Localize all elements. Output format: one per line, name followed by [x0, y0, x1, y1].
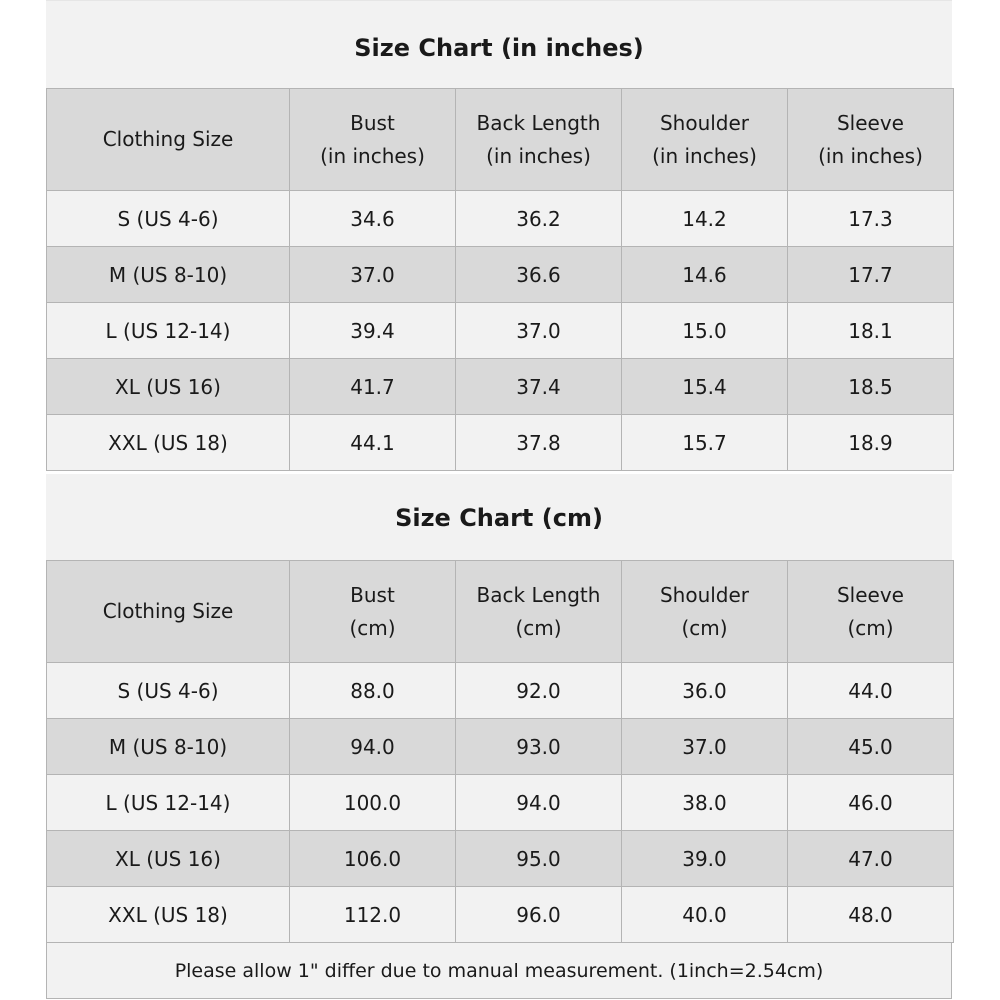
- cm-size-table: [46, 560, 954, 943]
- inches-chart-title: Size Chart (in inches): [46, 0, 952, 88]
- size-cell: L (US 12-14): [47, 775, 290, 831]
- back-length-cell: 96.0: [456, 887, 622, 943]
- bust-cell: 41.7: [290, 359, 456, 415]
- table-row: [47, 247, 954, 303]
- measurement-note: Please allow 1" differ due to manual measurement. (1inch=2.54cm): [46, 943, 952, 999]
- back-length-cell: 36.2: [456, 191, 622, 247]
- sleeve-cell: 48.0: [788, 887, 954, 943]
- shoulder-cell: 38.0: [622, 775, 788, 831]
- size-chart-sheet: [46, 0, 952, 999]
- cm-header-shoulder: Shoulder (cm): [622, 561, 788, 663]
- size-cell: L (US 12-14): [47, 303, 290, 359]
- back-length-cell: 37.4: [456, 359, 622, 415]
- inches-header-back-length: Back Length (in inches): [456, 89, 622, 191]
- inches-header-clothing-size: Clothing Size: [47, 89, 290, 191]
- shoulder-cell: 15.0: [622, 303, 788, 359]
- back-length-cell: 36.6: [456, 247, 622, 303]
- cm-header-sleeve: Sleeve (cm): [788, 561, 954, 663]
- bust-cell: 44.1: [290, 415, 456, 471]
- bust-cell: 34.6: [290, 191, 456, 247]
- back-length-cell: 94.0: [456, 775, 622, 831]
- cm-header-back-length: Back Length (cm): [456, 561, 622, 663]
- size-cell: XL (US 16): [47, 831, 290, 887]
- inches-header-sleeve: Sleeve (in inches): [788, 89, 954, 191]
- bust-cell: 100.0: [290, 775, 456, 831]
- inches-header-bust: Bust (in inches): [290, 89, 456, 191]
- shoulder-cell: 37.0: [622, 719, 788, 775]
- table-row: [47, 831, 954, 887]
- cm-header-bust: Bust (cm): [290, 561, 456, 663]
- bust-cell: 94.0: [290, 719, 456, 775]
- table-row: [47, 775, 954, 831]
- shoulder-cell: 36.0: [622, 663, 788, 719]
- size-cell: M (US 8-10): [47, 719, 290, 775]
- bust-cell: 112.0: [290, 887, 456, 943]
- sleeve-cell: 47.0: [788, 831, 954, 887]
- shoulder-cell: 14.2: [622, 191, 788, 247]
- shoulder-cell: 40.0: [622, 887, 788, 943]
- table-row: [47, 303, 954, 359]
- bust-cell: 37.0: [290, 247, 456, 303]
- inches-size-table: [46, 88, 954, 471]
- shoulder-cell: 15.7: [622, 415, 788, 471]
- shoulder-cell: 14.6: [622, 247, 788, 303]
- table-row: [47, 191, 954, 247]
- cm-chart-title: Size Chart (cm): [46, 474, 952, 560]
- back-length-cell: 95.0: [456, 831, 622, 887]
- back-length-cell: 37.8: [456, 415, 622, 471]
- bust-cell: 106.0: [290, 831, 456, 887]
- size-cell: S (US 4-6): [47, 663, 290, 719]
- sleeve-cell: 17.7: [788, 247, 954, 303]
- sleeve-cell: 45.0: [788, 719, 954, 775]
- table-row: [47, 719, 954, 775]
- inches-header-shoulder: Shoulder (in inches): [622, 89, 788, 191]
- cm-header-row: [47, 561, 954, 663]
- sleeve-cell: 18.9: [788, 415, 954, 471]
- size-cell: XXL (US 18): [47, 415, 290, 471]
- back-length-cell: 37.0: [456, 303, 622, 359]
- inches-header-row: [47, 89, 954, 191]
- back-length-cell: 93.0: [456, 719, 622, 775]
- shoulder-cell: 39.0: [622, 831, 788, 887]
- shoulder-cell: 15.4: [622, 359, 788, 415]
- sleeve-cell: 18.1: [788, 303, 954, 359]
- size-cell: S (US 4-6): [47, 191, 290, 247]
- table-row: [47, 415, 954, 471]
- back-length-cell: 92.0: [456, 663, 622, 719]
- table-row: [47, 663, 954, 719]
- bust-cell: 88.0: [290, 663, 456, 719]
- size-cell: XXL (US 18): [47, 887, 290, 943]
- bust-cell: 39.4: [290, 303, 456, 359]
- size-cell: M (US 8-10): [47, 247, 290, 303]
- sleeve-cell: 18.5: [788, 359, 954, 415]
- table-row: [47, 359, 954, 415]
- sleeve-cell: 46.0: [788, 775, 954, 831]
- size-cell: XL (US 16): [47, 359, 290, 415]
- sleeve-cell: 44.0: [788, 663, 954, 719]
- cm-header-clothing-size: Clothing Size: [47, 561, 290, 663]
- table-row: [47, 887, 954, 943]
- sleeve-cell: 17.3: [788, 191, 954, 247]
